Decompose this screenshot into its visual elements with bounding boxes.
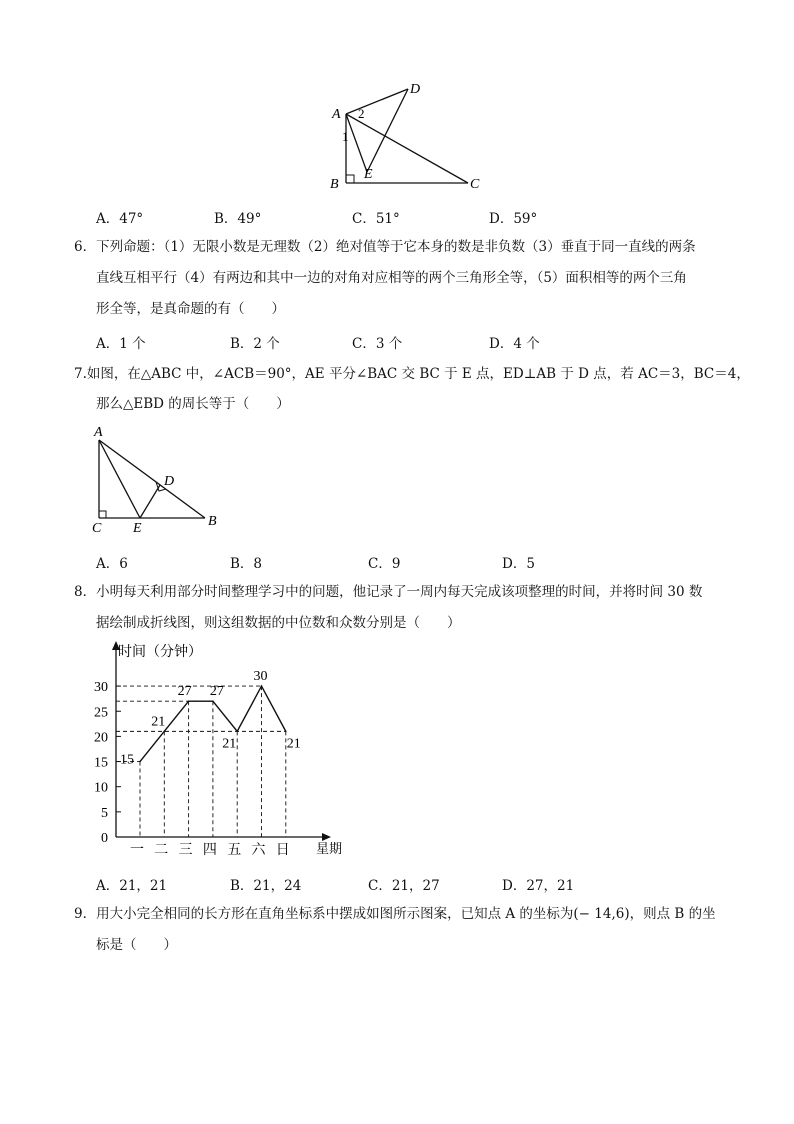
y-tick-label: 20 xyxy=(94,730,108,746)
y-tick-label: 5 xyxy=(101,805,108,821)
q7-text-line1: 7.如图，在△ABC 中，∠ACB＝90°，AE 平分∠BAC 交 BC 于 E 点，ED⊥AB 于 D 点，若 AC＝3，BC＝4， xyxy=(74,366,750,382)
y-tick-label: 10 xyxy=(94,780,108,796)
q5-option-a: A．47° xyxy=(96,211,144,227)
data-point xyxy=(212,700,214,702)
q7-option-b: B．8 xyxy=(230,556,263,572)
label-a: A xyxy=(332,107,341,122)
q5-option-d: D．59° xyxy=(489,211,538,227)
angle-label-1: 1 xyxy=(342,129,349,144)
x-tick-label: 日 xyxy=(275,843,290,858)
q6-text-line2: 直线互相平行（4）有两边和其中一边的对角对应相等的两个三角形全等，（5）面积相等的两个三角 xyxy=(96,270,687,286)
q6-option-b: B．2 个 xyxy=(230,336,280,352)
q8-text-line2: 据绘制成折线图，则这组数据的中位数和众数分别是（ ） xyxy=(96,615,461,631)
label-c: C xyxy=(470,177,480,192)
y-tick-label: 15 xyxy=(94,755,108,771)
segment-ed xyxy=(140,485,160,518)
data-point xyxy=(164,731,166,733)
q5-option-c: C．51° xyxy=(352,211,400,227)
q8-option-a: A．21，21 xyxy=(96,878,168,894)
x-tick-label: 四 xyxy=(202,843,217,858)
q9-text-line2: 标是（ ） xyxy=(96,937,177,953)
x-axis-label: 星期 xyxy=(316,841,343,856)
label-e: E xyxy=(133,521,142,536)
q6-text-line1: 6．下列命题：（1）无限小数是无理数（2）绝对值等于它本身的数是非负数（3）垂直于同一直线的两条 xyxy=(74,239,696,255)
q7-text-line2: 那么△EBD 的周长等于（ ） xyxy=(96,396,290,412)
data-point xyxy=(188,700,190,702)
label-e: E xyxy=(364,167,373,182)
q5-option-b: B．49° xyxy=(214,211,262,227)
data-point xyxy=(261,685,263,687)
data-label: 21 xyxy=(151,714,166,730)
q6-option-d: D．4 个 xyxy=(489,336,540,352)
segment-de xyxy=(367,89,408,172)
data-label: 21 xyxy=(222,736,237,752)
q7-option-a: A．6 xyxy=(96,556,128,572)
q8-option-b: B．21，24 xyxy=(230,878,302,894)
q6-option-a: A．1 个 xyxy=(96,336,146,352)
segment-ab xyxy=(99,440,205,518)
x-axis-arrow xyxy=(322,833,331,841)
data-point xyxy=(236,731,238,733)
label-b: B xyxy=(208,514,217,529)
x-tick-label: 六 xyxy=(251,843,266,858)
y-axis-label: 时间（分钟） xyxy=(118,645,202,660)
data-label: 21 xyxy=(286,736,301,752)
q7-figure xyxy=(86,422,226,537)
q6-text-line3: 形全等，是真命题的有（ ） xyxy=(96,301,285,317)
q8-option-c: C．21，27 xyxy=(368,878,440,894)
q7-option-d: D．5 xyxy=(502,556,535,572)
y-tick-label: 30 xyxy=(94,680,108,696)
x-tick-label: 三 xyxy=(178,843,193,858)
x-tick-label: 五 xyxy=(227,843,242,858)
segment-ad xyxy=(346,89,408,114)
segment-ae xyxy=(99,440,140,518)
data-label: 27 xyxy=(209,684,224,700)
label-d: D xyxy=(164,474,175,489)
label-a: A xyxy=(94,425,103,440)
data-label: 30 xyxy=(253,669,268,685)
right-angle-mark-c xyxy=(99,511,106,518)
q9-text-line1: 9．用大小完全相同的长方形在直角坐标系中摆成如图所示图案，已知点 A 的坐标为(− 14,6)，则点 B 的坐 xyxy=(74,906,716,922)
angle-label-2: 2 xyxy=(358,106,365,121)
q6-option-c: C．3 个 xyxy=(352,336,403,352)
q5-figure xyxy=(320,78,510,196)
q8-text-line1: 8．小明每天利用部分时间整理学习中的问题，他记录了一周内每天完成该项整理的时间，并将时间 30 数 xyxy=(74,584,703,600)
y-tick-label: 0 xyxy=(101,831,108,846)
label-b: B xyxy=(330,177,339,192)
segment-ae xyxy=(346,114,367,172)
x-tick-label: 一 xyxy=(130,843,144,858)
q8-line-chart xyxy=(80,638,360,860)
x-tick-label: 二 xyxy=(154,843,169,858)
label-c: C xyxy=(92,521,102,536)
q7-option-c: C．9 xyxy=(368,556,401,572)
q8-option-d: D．27，21 xyxy=(502,878,575,894)
data-point xyxy=(285,731,287,733)
data-point xyxy=(139,761,141,763)
data-label: 27 xyxy=(177,684,192,700)
label-d: D xyxy=(410,82,421,97)
right-angle-mark xyxy=(346,175,354,183)
y-tick-label: 25 xyxy=(94,705,108,721)
data-label: 15 xyxy=(120,752,134,768)
